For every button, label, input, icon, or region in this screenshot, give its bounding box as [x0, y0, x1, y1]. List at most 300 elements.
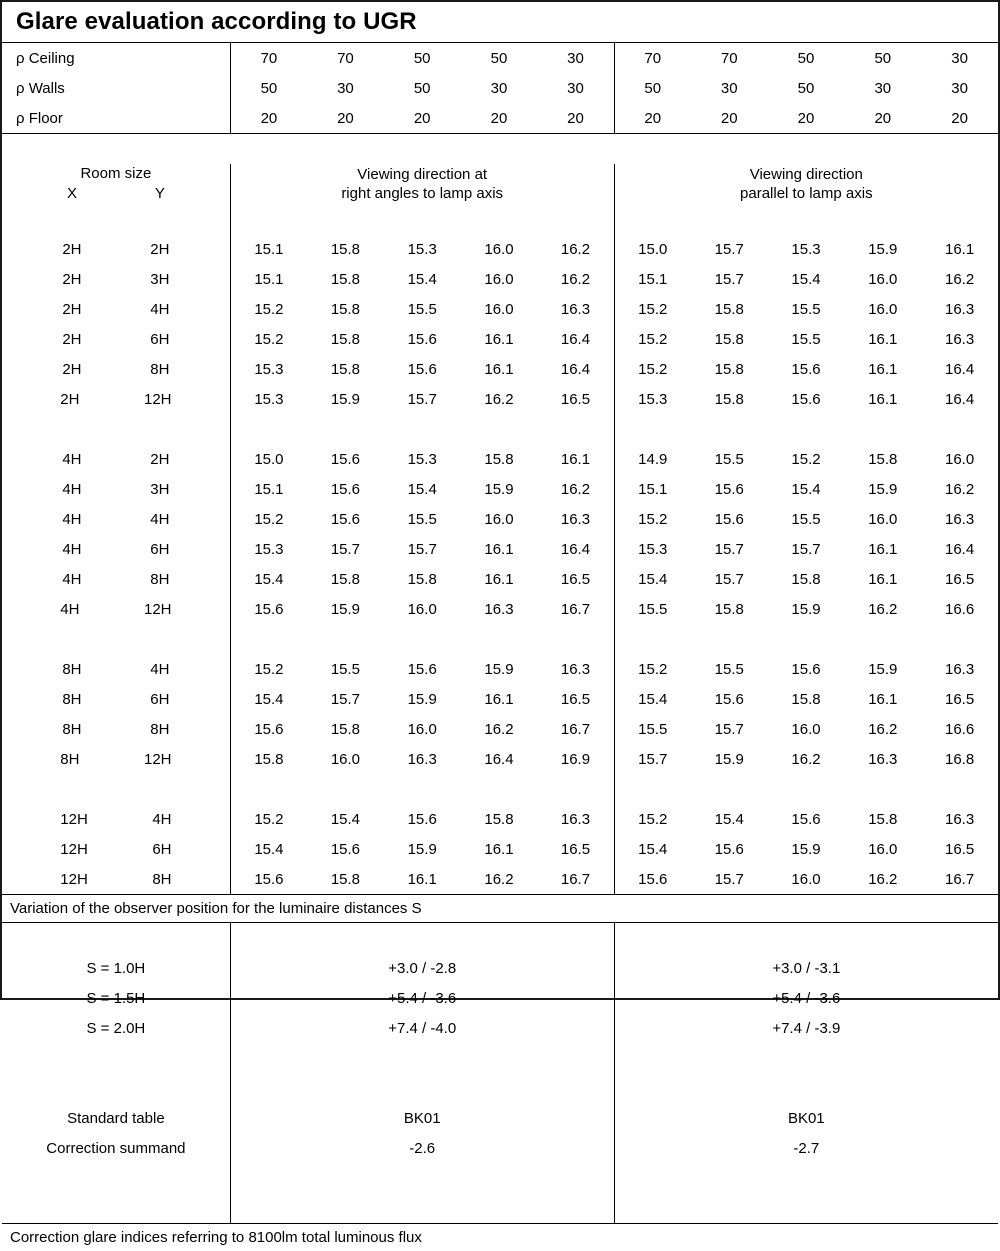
ugr-value: 16.4 — [484, 750, 514, 768]
reflectance-value: 30 — [567, 49, 584, 67]
reflectance-divider — [2, 134, 998, 165]
viewing-direction-parallel-line1: Viewing direction — [749, 166, 863, 183]
variation-perpendicular-value: +5.4 / -3.6 — [230, 983, 614, 1013]
ugr-value: 15.6 — [407, 360, 437, 378]
table-row — [2, 804, 998, 834]
ugr-value: 16.1 — [484, 330, 514, 348]
ugr-value: 16.2 — [484, 390, 514, 408]
reflectance-value: 20 — [337, 109, 354, 127]
viewing-direction-parallel-header — [614, 164, 998, 204]
ugr-value: 16.1 — [484, 690, 514, 708]
ugr-value: 16.3 — [407, 750, 437, 768]
room-y-value: 8H — [150, 720, 170, 738]
room-y-value: 8H — [150, 570, 170, 588]
ugr-value: 15.7 — [407, 540, 437, 558]
standard-spacer-bottom-2 — [2, 1193, 998, 1223]
reflectance-table — [2, 43, 998, 234]
ugr-value: 15.9 — [791, 840, 821, 858]
ugr-value: 15.9 — [714, 750, 744, 768]
reflectance-value: 20 — [567, 109, 584, 127]
room-size-cell — [2, 534, 230, 564]
viewing-direction-perpendicular-line1: Viewing direction at — [357, 166, 488, 183]
room-y-value: 4H — [150, 300, 170, 318]
room-x-value: 2H — [62, 270, 82, 288]
room-x-value: 2H — [60, 390, 80, 408]
ugr-value: 15.6 — [714, 840, 744, 858]
ugr-value: 16.5 — [560, 390, 591, 408]
room-x-value: 8H — [62, 690, 82, 708]
room-x-value: 2H — [62, 300, 82, 318]
ugr-value: 15.6 — [407, 660, 437, 678]
room-size-cell — [2, 654, 230, 684]
table-row — [2, 474, 998, 504]
ugr-value: 15.5 — [791, 330, 821, 348]
ugr-value: 16.7 — [560, 870, 591, 888]
reflectance-value: 30 — [567, 79, 584, 97]
room-size-cell — [2, 324, 230, 354]
variation-label: S = 1.0H — [86, 959, 146, 977]
variation-row — [2, 953, 998, 983]
room-x-value: 2H — [62, 360, 82, 378]
table-row — [2, 534, 998, 564]
ugr-value: 15.5 — [791, 300, 821, 318]
room-size-cell — [2, 354, 230, 384]
ugr-value: 15.1 — [230, 474, 307, 504]
ugr-value: 15.7 — [714, 870, 744, 888]
variation-perpendicular-value: +3.0 / -2.8 — [230, 953, 614, 983]
ugr-value: 16.7 — [560, 720, 591, 738]
ugr-value: 16.3 — [484, 600, 514, 618]
ugr-value: 16.1 — [484, 540, 514, 558]
room-y-value: 8H — [152, 870, 172, 888]
room-y-value: 6H — [150, 540, 170, 558]
ugr-value: 15.7 — [330, 690, 361, 708]
ugr-value: 15.1 — [230, 264, 307, 294]
room-size-cell — [2, 744, 230, 774]
ugr-value: 15.6 — [791, 810, 821, 828]
table-row — [2, 264, 998, 294]
reflectance-value: 20 — [720, 109, 738, 127]
data-group-gap — [2, 414, 998, 444]
room-y-value: 6H — [152, 840, 172, 858]
ugr-value: 15.8 — [714, 330, 744, 348]
ugr-value: 15.5 — [714, 660, 744, 678]
ugr-value: 15.9 — [330, 600, 361, 618]
ugr-value: 15.6 — [714, 480, 744, 498]
room-y-value: 3H — [150, 270, 170, 288]
ugr-value: 15.7 — [714, 720, 744, 738]
ugr-value: 15.7 — [791, 540, 821, 558]
ugr-value: 15.4 — [614, 684, 691, 714]
ugr-value: 16.3 — [560, 510, 591, 528]
ugr-value: 15.9 — [330, 390, 361, 408]
variation-row — [2, 983, 998, 1013]
variation-table — [2, 923, 998, 1223]
room-x-value: 4H — [62, 540, 82, 558]
reflectance-label: ρ Floor — [16, 109, 63, 127]
table-row — [2, 654, 998, 684]
ugr-value: 16.2 — [944, 270, 975, 288]
ugr-value: 16.1 — [944, 240, 975, 258]
ugr-value: 15.5 — [407, 510, 437, 528]
ugr-value: 16.3 — [944, 330, 975, 348]
ugr-value: 15.6 — [791, 360, 821, 378]
ugr-value: 16.3 — [560, 810, 591, 828]
ugr-value: 15.6 — [614, 864, 691, 894]
room-size-cell — [2, 834, 230, 864]
standard-spacer-bottom — [2, 1163, 998, 1193]
table-row — [2, 444, 998, 474]
ugr-value: 16.2 — [944, 480, 975, 498]
reflectance-value: 70 — [230, 43, 307, 73]
standard-table-row — [2, 1103, 998, 1133]
ugr-value: 15.4 — [791, 480, 821, 498]
correction-summand-perpendicular: -2.6 — [230, 1133, 614, 1163]
ugr-value: 16.5 — [944, 570, 975, 588]
ugr-value: 16.3 — [560, 660, 591, 678]
room-x-value: 8H — [60, 750, 80, 768]
ugr-value: 15.6 — [330, 450, 361, 468]
room-size-label: Room size — [80, 165, 152, 182]
room-y-value: 12H — [143, 750, 172, 768]
ugr-value: 15.8 — [330, 300, 361, 318]
ugr-value: 15.6 — [714, 690, 744, 708]
ugr-value: 16.8 — [944, 750, 975, 768]
ugr-value: 16.3 — [944, 300, 975, 318]
room-size-cell — [2, 864, 230, 894]
ugr-value: 16.7 — [944, 870, 975, 888]
standard-table-perpendicular: BK01 — [230, 1103, 614, 1133]
ugr-value: 16.5 — [560, 570, 591, 588]
ugr-value: 16.1 — [407, 870, 437, 888]
room-x-value: 4H — [62, 450, 82, 468]
ugr-value: 16.2 — [484, 720, 514, 738]
room-size-cell — [2, 474, 230, 504]
reflectance-label: ρ Ceiling — [16, 49, 75, 67]
room-y-label: Y — [154, 185, 165, 202]
reflectance-value: 50 — [874, 49, 892, 67]
ugr-value: 15.4 — [230, 564, 307, 594]
variation-perpendicular-value: +7.4 / -4.0 — [230, 1013, 614, 1043]
room-x-value: 12H — [60, 810, 88, 828]
table-row — [2, 744, 998, 774]
ugr-value: 15.5 — [791, 510, 821, 528]
ugr-value: 15.6 — [330, 840, 361, 858]
ugr-value: 16.1 — [868, 360, 898, 378]
reflectance-value: 20 — [490, 109, 508, 127]
ugr-value: 16.6 — [944, 720, 975, 738]
ugr-value: 15.2 — [791, 450, 821, 468]
ugr-value: 15.3 — [791, 240, 821, 258]
ugr-value: 15.9 — [407, 840, 437, 858]
ugr-value: 15.4 — [230, 834, 307, 864]
ugr-value: 16.0 — [330, 750, 361, 768]
reflectance-value: 50 — [614, 73, 691, 103]
ugr-value: 16.1 — [484, 570, 514, 588]
ugr-value: 15.8 — [714, 360, 744, 378]
reflectance-value: 30 — [951, 79, 968, 97]
ugr-value: 15.7 — [407, 390, 437, 408]
room-size-cell — [2, 564, 230, 594]
room-x-value: 2H — [62, 330, 82, 348]
variation-parallel-value: +5.4 / -3.6 — [614, 983, 998, 1013]
ugr-value: 16.1 — [484, 360, 514, 378]
ugr-value: 16.5 — [560, 840, 591, 858]
ugr-value: 16.2 — [560, 480, 591, 498]
correction-summand-parallel: -2.7 — [614, 1133, 998, 1163]
ugr-value: 15.8 — [330, 330, 361, 348]
ugr-value: 15.3 — [230, 534, 307, 564]
ugr-value: 15.1 — [614, 474, 691, 504]
table-row — [2, 714, 998, 744]
ugr-value: 15.2 — [230, 654, 307, 684]
ugr-value: 15.1 — [230, 234, 307, 264]
ugr-value: 15.6 — [230, 864, 307, 894]
ugr-value: 15.2 — [230, 324, 307, 354]
ugr-value: 15.2 — [614, 294, 691, 324]
ugr-value: 15.2 — [230, 294, 307, 324]
page-title: Glare evaluation according to UGR — [16, 8, 417, 35]
ugr-value: 16.2 — [560, 240, 591, 258]
ugr-value: 16.4 — [944, 540, 975, 558]
ugr-value: 16.2 — [868, 870, 898, 888]
ugr-value: 15.5 — [614, 594, 691, 624]
ugr-value: 15.8 — [484, 450, 514, 468]
ugr-value: 15.8 — [330, 570, 361, 588]
ugr-value: 16.0 — [868, 510, 898, 528]
reflectance-row-floor — [2, 103, 998, 134]
room-x-value: 4H — [62, 510, 82, 528]
room-x-label: X — [66, 185, 77, 202]
room-size-header — [2, 164, 230, 204]
ugr-value: 15.6 — [407, 810, 437, 828]
reflectance-value: 20 — [951, 109, 968, 127]
ugr-value: 16.9 — [560, 750, 591, 768]
reflectance-value: 50 — [797, 49, 815, 67]
ugr-value: 15.5 — [614, 714, 691, 744]
variation-row — [2, 1013, 998, 1043]
ugr-value: 15.2 — [614, 804, 691, 834]
ugr-value: 15.5 — [407, 300, 437, 318]
ugr-value: 15.4 — [407, 270, 437, 288]
ugr-value: 16.1 — [484, 840, 514, 858]
reflectance-value: 50 — [413, 49, 431, 67]
ugr-value: 16.1 — [868, 570, 898, 588]
ugr-value: 16.0 — [944, 450, 975, 468]
room-size-cell — [2, 294, 230, 324]
ugr-value: 15.8 — [714, 390, 744, 408]
ugr-value: 15.4 — [614, 564, 691, 594]
ugr-value: 16.5 — [560, 690, 591, 708]
ugr-value: 15.6 — [330, 510, 361, 528]
ugr-value: 16.0 — [484, 510, 514, 528]
ugr-value: 16.0 — [484, 240, 514, 258]
ugr-value: 15.6 — [407, 330, 437, 348]
ugr-value: 15.4 — [714, 810, 744, 828]
room-y-value: 2H — [150, 240, 170, 258]
ugr-value: 15.4 — [791, 270, 821, 288]
footer-note: Correction glare indices referring to 8100lm total luminous flux — [10, 1229, 422, 1246]
reflectance-value: 20 — [413, 109, 431, 127]
reflectance-value: 70 — [614, 43, 691, 73]
viewing-direction-perpendicular-header — [230, 164, 614, 204]
table-row — [2, 384, 998, 414]
ugr-value: 15.2 — [230, 504, 307, 534]
ugr-value: 15.7 — [714, 540, 744, 558]
room-size-cell — [2, 384, 230, 414]
ugr-value: 15.3 — [230, 384, 307, 414]
table-row — [2, 834, 998, 864]
ugr-value: 15.3 — [230, 354, 307, 384]
ugr-value: 14.9 — [614, 444, 691, 474]
ugr-value: 15.4 — [614, 834, 691, 864]
ugr-value: 16.4 — [560, 540, 591, 558]
reflectance-value: 50 — [413, 79, 431, 97]
ugr-value: 16.0 — [484, 270, 514, 288]
room-y-value: 4H — [152, 810, 172, 828]
ugr-value: 15.9 — [868, 480, 898, 498]
ugr-value: 16.3 — [944, 510, 975, 528]
ugr-value: 16.5 — [944, 840, 975, 858]
ugr-data-table — [2, 234, 998, 894]
room-x-value: 12H — [60, 840, 88, 858]
room-x-value: 8H — [62, 720, 82, 738]
ugr-value: 15.8 — [868, 810, 898, 828]
reflectance-value: 20 — [230, 103, 307, 134]
ugr-value: 16.0 — [868, 270, 898, 288]
variation-label: S = 1.5H — [86, 989, 146, 1007]
reflectance-value: 50 — [230, 73, 307, 103]
room-y-value: 12H — [143, 600, 172, 618]
room-size-cell — [2, 594, 230, 624]
reflectance-value: 70 — [337, 49, 354, 67]
room-x-value: 12H — [60, 870, 88, 888]
ugr-value: 15.8 — [714, 300, 744, 318]
ugr-value: 15.9 — [791, 600, 821, 618]
ugr-value: 16.0 — [868, 300, 898, 318]
data-group-gap — [2, 624, 998, 654]
correction-summand-label: Correction summand — [46, 1139, 186, 1157]
ugr-value: 15.8 — [791, 570, 821, 588]
ugr-value: 15.7 — [714, 570, 744, 588]
table-row — [2, 684, 998, 714]
ugr-value: 15.7 — [714, 240, 744, 258]
ugr-value: 15.5 — [714, 450, 744, 468]
room-x-value: 2H — [62, 240, 82, 258]
ugr-value: 15.8 — [791, 690, 821, 708]
table-row — [2, 294, 998, 324]
ugr-value: 15.5 — [330, 660, 361, 678]
ugr-value: 16.0 — [791, 870, 821, 888]
ugr-value: 15.8 — [330, 720, 361, 738]
ugr-value: 15.9 — [407, 690, 437, 708]
ugr-value: 16.4 — [560, 330, 591, 348]
ugr-value: 15.2 — [230, 804, 307, 834]
ugr-data-body — [2, 234, 998, 894]
room-size-cell — [2, 804, 230, 834]
reflectance-value: 30 — [490, 79, 508, 97]
header-spacer — [2, 204, 998, 234]
ugr-value: 15.7 — [614, 744, 691, 774]
ugr-value: 15.8 — [484, 810, 514, 828]
ugr-value: 15.8 — [330, 240, 361, 258]
ugr-value: 16.0 — [791, 720, 821, 738]
ugr-value: 16.1 — [560, 450, 591, 468]
reflectance-value: 20 — [797, 109, 815, 127]
ugr-value: 15.6 — [714, 510, 744, 528]
variation-spacer-top — [2, 923, 998, 953]
reflectance-value: 30 — [337, 79, 354, 97]
direction-header-row — [2, 164, 998, 204]
ugr-value: 16.2 — [868, 600, 898, 618]
ugr-value: 16.4 — [560, 360, 591, 378]
table-row — [2, 864, 998, 894]
ugr-value: 15.4 — [330, 810, 361, 828]
ugr-value: 15.6 — [230, 714, 307, 744]
standard-table-label: Standard table — [67, 1109, 165, 1127]
reflectance-value: 50 — [490, 49, 508, 67]
room-y-value: 12H — [143, 390, 172, 408]
ugr-value: 15.8 — [714, 600, 744, 618]
ugr-value: 16.2 — [484, 870, 514, 888]
ugr-value: 15.8 — [330, 270, 361, 288]
ugr-value: 16.1 — [868, 690, 898, 708]
table-row — [2, 564, 998, 594]
ugr-value: 15.9 — [868, 660, 898, 678]
ugr-value: 15.2 — [614, 324, 691, 354]
table-row — [2, 324, 998, 354]
room-size-cell — [2, 684, 230, 714]
ugr-value: 15.8 — [230, 744, 307, 774]
ugr-value: 16.3 — [560, 300, 591, 318]
room-y-value: 2H — [150, 450, 170, 468]
reflectance-value: 30 — [720, 79, 738, 97]
ugr-value: 15.8 — [407, 570, 437, 588]
ugr-value: 15.6 — [791, 660, 821, 678]
standard-spacer-top — [2, 1073, 998, 1103]
ugr-value: 15.3 — [614, 534, 691, 564]
ugr-value: 15.8 — [868, 450, 898, 468]
variation-spacer-bottom — [2, 1043, 998, 1073]
ugr-value: 16.2 — [791, 750, 821, 768]
ugr-value: 16.2 — [868, 720, 898, 738]
reflectance-value: 30 — [874, 79, 892, 97]
ugr-value: 15.4 — [407, 480, 437, 498]
ugr-value: 16.0 — [407, 720, 437, 738]
ugr-value: 15.7 — [330, 540, 361, 558]
ugr-value: 16.3 — [868, 750, 898, 768]
ugr-value: 15.0 — [614, 234, 691, 264]
ugr-value: 16.1 — [868, 390, 898, 408]
room-y-value: 6H — [150, 690, 170, 708]
ugr-value: 16.7 — [560, 600, 591, 618]
reflectance-value: 30 — [951, 49, 968, 67]
ugr-value: 15.4 — [230, 684, 307, 714]
reflectance-label: ρ Walls — [16, 79, 65, 97]
ugr-value: 16.5 — [944, 690, 975, 708]
ugr-value: 16.1 — [868, 330, 898, 348]
ugr-value: 16.0 — [484, 300, 514, 318]
ugr-value: 16.1 — [868, 540, 898, 558]
ugr-value: 15.2 — [614, 354, 691, 384]
reflectance-value: 70 — [720, 49, 738, 67]
room-y-value: 8H — [150, 360, 170, 378]
variation-caption: Variation of the observer position for the luminaire distances S — [10, 900, 422, 917]
correction-summand-row — [2, 1133, 998, 1163]
room-size-cell — [2, 234, 230, 264]
room-size-cell — [2, 504, 230, 534]
variation-parallel-value: +7.4 / -3.9 — [614, 1013, 998, 1043]
